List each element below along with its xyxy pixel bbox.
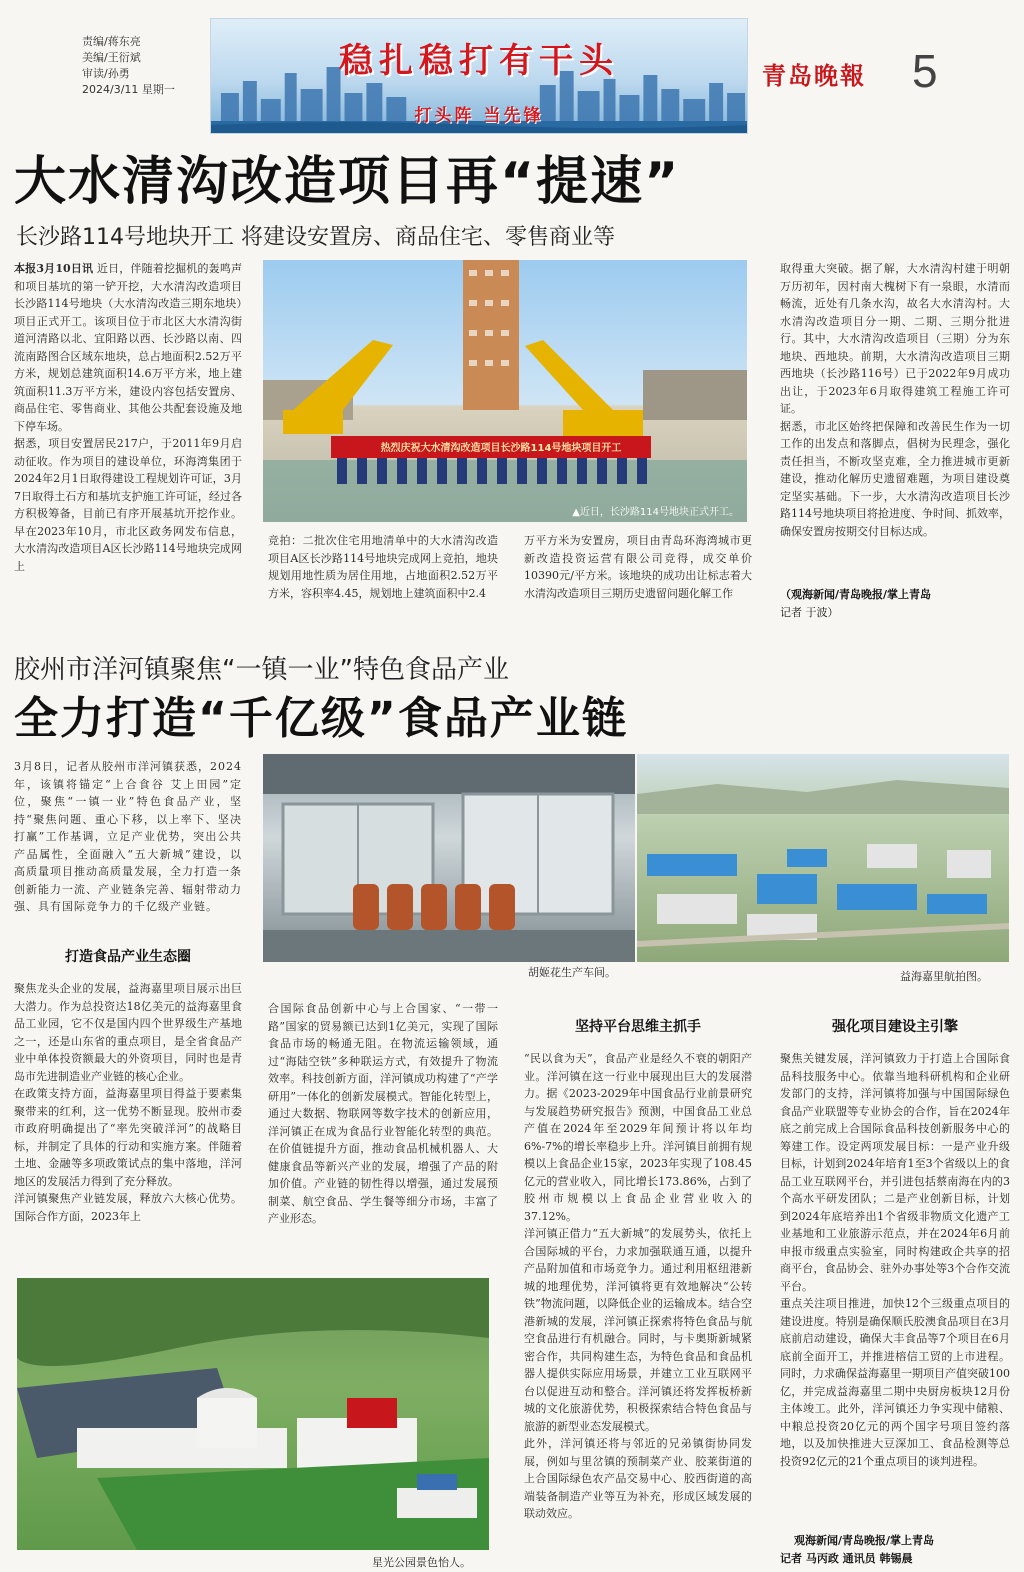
- starlight-park-photo: [17, 1278, 489, 1550]
- masthead-banner: [210, 18, 748, 134]
- aerial-photo-caption: 益海嘉里航拍图。: [900, 970, 988, 983]
- story1-column-3: 万平方米为安置房，项目由青岛环海湾城市更新改造投资运营有限公司竞得，成交单价10390元/平方米。该地块的成功出让标志着大水清沟改造项目三期历史遗留问题化解工作: [524, 534, 752, 600]
- section3-column: 聚焦关键发展，洋河镇致力于打造上合国际食品科技服务中心。依靠当地科研机构和企业研发部门的支持，洋河镇将加强与中国国际绿色食品产业联盟等专业协会的合作，旨在2024年底之前完成上合国际食品科技创新服务中心的筹建工作。设定两项发展目标：一是产业升级目标，计划到2024年培育1至3个省级以上的食品工业互联网平台，并引进包括蔡南海在内的3个高水平研发团队；二是产业创新目标，计划到2024年底培养出1个省级非物质文化遗产工业基地和工业旅游示范点，并在2024年6月前申报市级重点实验室，同时构建政企共享的招商平台，食品协会、驻外办事处等3个合作交流平台。 重点关注项目推进，加快12个三级重点项目的建设进度。特别是确保顺氏胶澳食品项目在3月底前启动建设，确保大丰食品等7个项目在6月底前全面开工，并推进榕信工贸的上市进程。同时，力求确保益海嘉里一期项目产值突破100亿，并完成益海嘉里二期中央厨房板块12月份主体竣工。此外，洋河镇还力争实现中储粮、中粮总投资20亿元的两个国字号项目签约落地，以及加快推进大豆深加工、食品检测等总投资92亿元的21个重点项目的谈判进程。: [780, 1052, 1010, 1468]
- section3-title: 强化项目建设主引擎: [832, 1019, 958, 1035]
- page-number: 5: [912, 45, 938, 97]
- park-scene-illustration: [17, 1278, 489, 1550]
- section1-column-2: 合国际食品创新中心与上合国家、“一带一路”国家的贸易额已达到1亿美元，实现了国际食品市场的畅通无阻。在物流运输领域，通过“海陆空铁”多种联运方式，有效提升了物流效率。科技创新方面，洋河镇成功构建了“产学研用”一体化的创新发展模式。智能化转型上，通过大数据、物联网等数字技术的创新应用，洋河镇正在成为食品行业智能化转型的典范。在价值链提升方面，推动食品机械机器人、大健康食品等新兴产业的发展，增强了产品的附加价值。产业链的韧性得以增强，通过发展预制菜、航空食品、学生餐等细分市场，丰富了产业形态。: [268, 1002, 498, 1225]
- story2-intro: 3月8日，记者从胶州市洋河镇获悉，2024年，该镇将锚定“上合食谷 艾上田园”定位，聚焦“一镇一业”特色食品产业，坚持“聚焦问题、重心下移，以上率下、坚决打赢”工作基调，立足产业优势，突出公共产品属性，全面融入“五大新城”建设，以高质量项目推动高质量发展，全力打造一条创新能力一流、产业链条完善、辐射带动力强、具有国际竞争力的千亿级产业链。: [14, 760, 242, 913]
- story1-byline-reporter: 记者 于波）: [780, 606, 839, 619]
- story2-byline-reporters: 记者 马丙政 通讯员 韩锡晨: [780, 1552, 913, 1565]
- story2-byline-outlets: 观海新闻/青岛晚报/掌上青岛: [794, 1534, 935, 1547]
- newspaper-logo: 青岛晚報: [762, 61, 866, 90]
- factory-scene-illustration: [263, 754, 635, 962]
- story1-column-2: 竞拍：二批次住宅用地清单中的大水清沟改造项目A区长沙路114号地块完成网上竞拍，地块规划用地性质为居住用地，占地面积2.52万平方米，容积率4.45，规划地上建筑面积中2.4: [268, 534, 498, 600]
- banner-subtitle: 打头阵 当先锋: [414, 106, 544, 126]
- story1-byline: [780, 586, 1010, 622]
- issue-date: 2024/3/11 星期一: [82, 83, 175, 96]
- factory-photo-caption: 胡姬花生产车间。: [528, 966, 616, 979]
- review-credit: 审读/孙勇: [82, 67, 130, 80]
- story2-byline: [780, 1532, 1010, 1568]
- story2-kicker: 胶州市洋河镇聚焦“一镇一业”特色食品产业: [14, 655, 509, 685]
- story1-column-1-text: 近日，伴随着挖掘机的轰鸣声和项目基坑的第一铲开挖，大水清沟改造项目长沙路114号地块（大水清沟改造三期东地块）项目正式开工。该项目位于市北区大水清沟街道河清路以北、宜阳路以西、长沙路以南、四流南路图合区域东地块，总占地面积2.52万平方米，规划总建筑面积14.6万平方米，地上建筑面积11.3万平方米，建设内容包括安置房、商品住宅、零售商业、其他公共配套设施及地下停车场。 据悉，项目安置居民217户，于2011年9月启动征收。作为项目的建设单位，环海湾集团于2024年2月1日取得建设工程规划许可证，3月7日取得土石方和基坑支护施工许可证，经过各方积极筹备，目前已有序开展基坑开挖作业。早在2023年10月，市北区政务网发布信息，大水清沟改造项目A区长沙路114号地块完成网上: [14, 262, 242, 573]
- masthead-meta: [82, 34, 175, 98]
- construction-photo-caption: ▲近日，长沙路114号地块正式开工。: [572, 507, 739, 518]
- editor-credit: 责编/蒋东亮: [82, 35, 141, 48]
- story1-subheadline: 长沙路114号地块开工 将建设安置房、商品住宅、零售商业等: [16, 225, 615, 250]
- park-photo-caption: 星光公园景色怡人。: [372, 1556, 471, 1569]
- banner-title: 稳扎稳打有干头: [339, 41, 619, 81]
- art-credit: 美编/王衍斌: [82, 51, 141, 64]
- aerial-park-photo: [637, 754, 1009, 962]
- story1-column-1: [14, 260, 242, 618]
- construction-scene-illustration: [263, 260, 747, 522]
- aerial-industrial-park-illustration: [637, 754, 1009, 962]
- story2-headline: 全力打造“千亿级”食品产业链: [14, 693, 628, 744]
- section1-title: 打造食品产业生态圈: [65, 949, 191, 965]
- story1-lead: 本报3月10日讯: [14, 262, 94, 275]
- story1-byline-outlets: （观海新闻/青岛晚报/掌上青岛: [780, 588, 932, 601]
- photo-banner-text: 热烈庆祝大水清沟改造项目长沙路114号地块项目开工: [380, 443, 622, 454]
- section2-title: 坚持平台思维主抓手: [575, 1019, 701, 1035]
- story1-column-4: 取得重大突破。据了解，大水清沟村建于明朝万历初年，因村南大槐树下有一泉眼，水清而畅流，近处有几条水沟，故名大水清沟村。大水清沟改造项目分一期、二期、三期分批进行。其中，大水清沟改造项目（三期）分为东地块、西地块。前期，大水清沟改造项目三期西地块（长沙路116号）已于2022年9月成功出让，于2023年6月取得建筑工程施工许可证。 据悉，市北区始终把保障和改善民生作为一切工作的出发点和落脚点，倡树为民理念，强化责任担当，不断攻坚克难，全力推进城市更新建设，推动化解历史遗留难题，为项目建设奠定坚实基础。下一步，大水清沟改造项目长沙路114号地块项目将抢进度、争时间、抓效率，确保安置房按期交付目标达成。: [780, 262, 1010, 538]
- factory-workshop-photo: [263, 754, 635, 962]
- section1-column-1: 聚焦龙头企业的发展，益海嘉里项目展示出巨大潜力。作为总投资达18亿美元的益海嘉里食品工业园，它不仅是国内四个世界级生产基地之一，还是山东省的重点项目，是全省食品产业中单体投资额最大的外资项目，同时也是青岛市先进制造业产业链的核心企业。 在政策支持方面，益海嘉里项目得益于要素集聚带来的红利，这一优势不断显现。胶州市委市政府明确提出了“率先突破洋河”的战略目标，并制定了具体的行动和实施方案。伴随着土地、金融等多项政策试点的集中落地，洋河地区的发展活力得到了充分释放。 洋河镇聚焦产业链发展，释放六大核心优势。国际合作方面，2023年上: [14, 982, 242, 1223]
- construction-site-photo: [263, 260, 747, 522]
- section2-column: “民以食为天”，食品产业是经久不衰的朝阳产业。洋河镇在这一行业中展现出巨大的发展潜力。据《2023-2029年中国食品行业前景研究与发展趋势研究报告》预测，中国食品工业总产值在2024年至2029年间预计将以年均6%-7%的增长率稳步上升。洋河镇目前拥有规模以上食品企业15家，2023年实现了108.45亿元的营业收入，同比增长173.86%，占到了胶州市规模以上食品企业营业收入的37.12%。 洋河镇正借力“五大新城”的发展势头，依托上合国际城的平台，力求加强联通互通，以提升产品附加值和市场竞争力。通过利用枢纽港新城的地理优势，洋河镇将更有效地解决“公转铁”物流问题，以降低企业的运输成本。结合空港新城的发展，洋河镇正探索将特色食品与航空食品进行有机融合。同时，与卡奥斯新城紧密合作，共同构建生态，为特色食品和食品机器人提供实际应用场景，并建立工业互联网平台以促进互动和整合。洋河镇还将发挥板桥新城的文化旅游优势，积极探索结合特色食品与旅游的新型业态发展模式。 此外，洋河镇还将与邻近的兄弟镇街协同发展，例如与里岔镇的预制菜产业、胶莱街道的上合国际绿色农产品交易中心、胶西街道的高端装备制造产业等互为补充，形成区域发展的联动效应。: [524, 1052, 752, 1520]
- story1-headline: 大水清沟改造项目再“提速”: [14, 152, 681, 212]
